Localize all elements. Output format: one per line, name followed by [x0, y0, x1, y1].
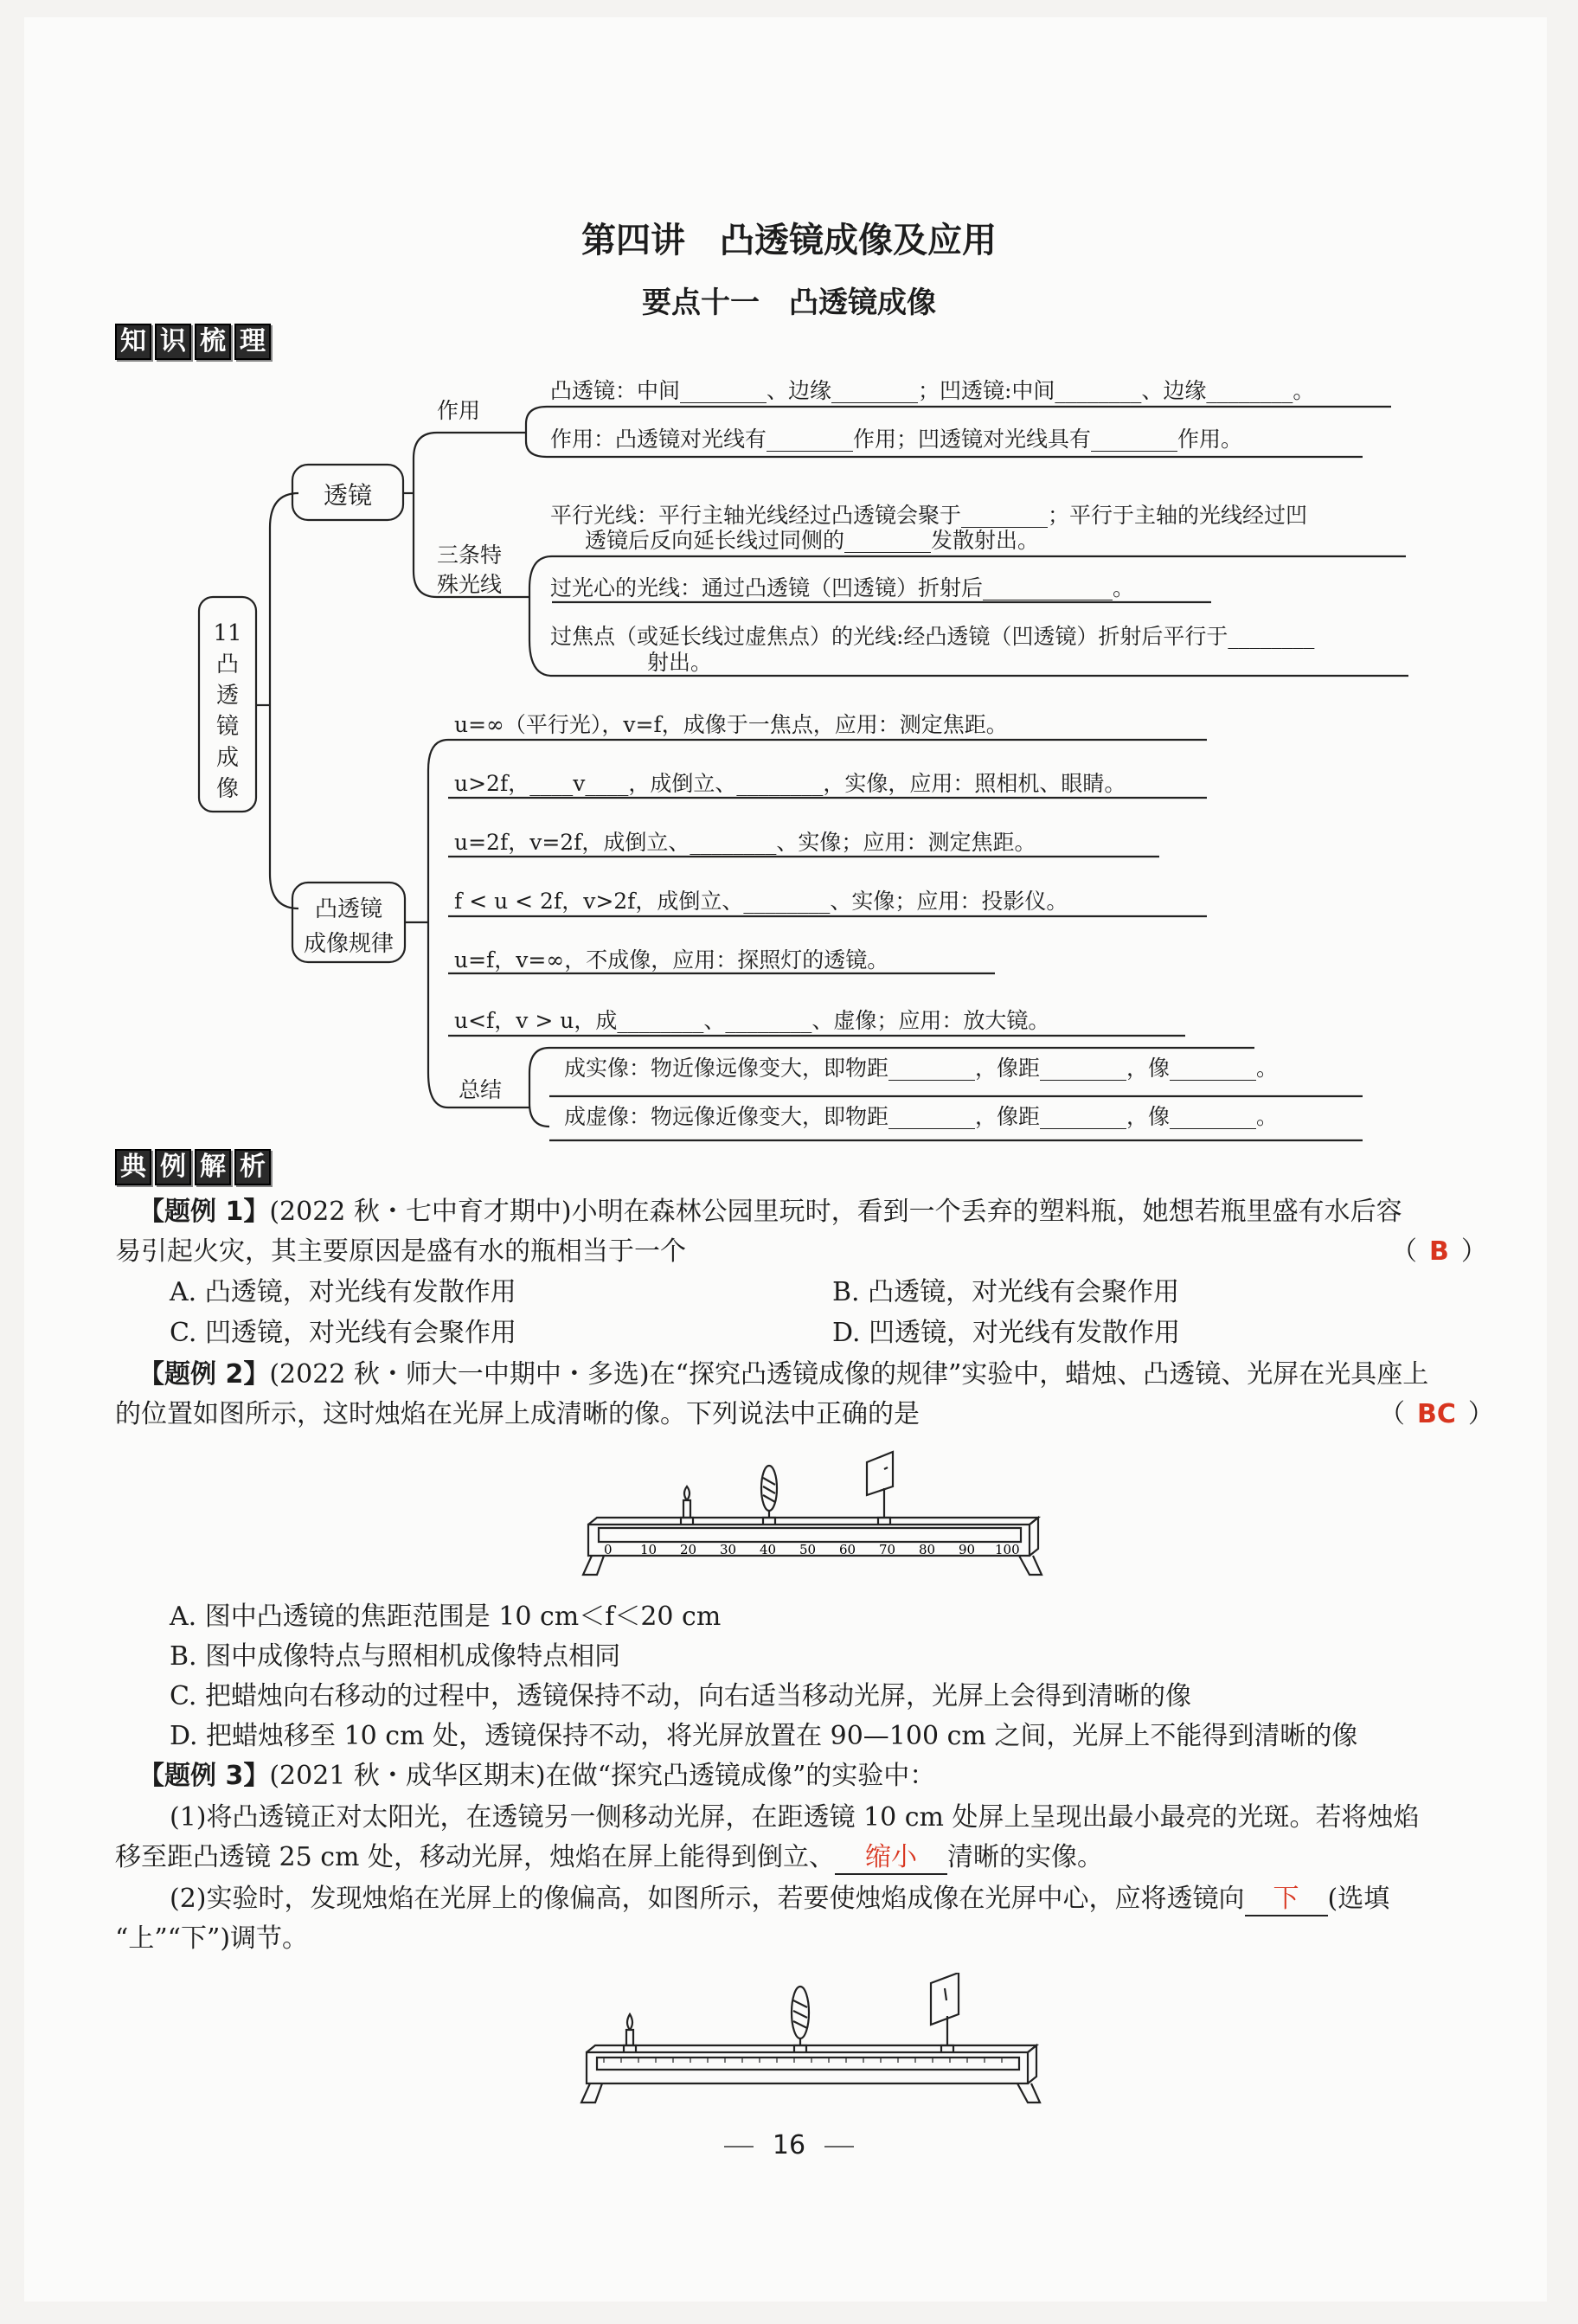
page-number: 16 — [772, 2130, 806, 2160]
ex1-option-c: C. 凹透镜，对光线有会聚作用 — [170, 1318, 516, 1348]
ex2-option-d: D. 把蜡烛移至 10 cm 处，透镜保持不动，将光屏放置在 90—100 cm 之间，光屏上不能得到清晰的像 — [170, 1721, 1358, 1751]
ex1-option-d: D. 凹透镜，对光线有发散作用 — [832, 1318, 1181, 1348]
rule-6: u<f，v > u，成________、________、虚像；应用：放大镜。 — [454, 1008, 1050, 1033]
ex1-answer-bracket — [1391, 1232, 1487, 1272]
ex2-line2: 的位置如图所示，这时烛焰在光屏上成清晰的像。下列说法中正确的是 — [115, 1399, 920, 1429]
optical-bench-figure-2 — [569, 1973, 1054, 2120]
ex2-label: 【题例 2】 — [138, 1359, 270, 1390]
rule-5: u=f，v=∞，不成像，应用：探照灯的透镜。 — [454, 947, 889, 973]
ex3-p1-text-a: 移至距凸透镜 25 cm 处，移动光屏，烛焰在屏上能得到倒立、 — [115, 1842, 836, 1872]
ex3-p2-text-b: (选填 — [1327, 1884, 1390, 1914]
role-line-2: 作用：凸透镜对光线有________作用；凹透镜对光线具有________作用。 — [550, 427, 1243, 452]
ex1-line2: 易引起火灾，其主要原因是盛有水的瓶相当于一个 — [115, 1236, 686, 1267]
optical-bench-figure-1 — [571, 1445, 1055, 1592]
tick-label: 40 — [760, 1542, 777, 1557]
badge-char: 析 — [234, 1149, 271, 1185]
bracket-close: ） — [1460, 1236, 1487, 1267]
ex2-option-b: B. 图中成像特点与照相机成像特点相同 — [170, 1641, 621, 1672]
ex3-p2-text-a: (2)实验时，发现烛焰在光屏上的像偏高，如图所示，若要使烛焰成像在光屏中心，应将透镜向 — [170, 1884, 1245, 1914]
role-line-1: 凸透镜：中间________、边缘________；凹透镜:中间________、边缘________。 — [550, 378, 1315, 403]
ex2-option-a: A. 图中凸透镜的焦距范围是 10 cm＜f＜20 cm — [170, 1602, 722, 1632]
footer-dash-right — [824, 2146, 854, 2147]
root-char: 镜 — [215, 714, 239, 740]
ex1-text: (2022 秋・七中育才期中)小明在森林公园里玩时，看到一个丢弃的塑料瓶，她想若瓶里盛有水后容 — [269, 1197, 1402, 1227]
rules-node-line2: 成像规律 — [303, 931, 394, 957]
tick-label: 50 — [799, 1542, 817, 1557]
ex3-p2-line2: “上”“下”)调节。 — [115, 1923, 309, 1954]
badge-char: 知 — [115, 324, 151, 360]
badge-char: 解 — [195, 1149, 231, 1185]
ex2-answer: BC — [1417, 1399, 1456, 1429]
badge-char: 理 — [234, 324, 271, 360]
rules-node-line1: 凸透镜 — [314, 896, 382, 922]
section-title: 要点十一 凸透镜成像 — [642, 286, 936, 320]
tick-label: 0 — [604, 1542, 613, 1557]
ex1-answer: B — [1429, 1236, 1449, 1267]
ex3-p2-line1 — [170, 1879, 1389, 1919]
tick-label: 60 — [839, 1542, 856, 1557]
rule-2: u>2f，____v____，成倒立、________，实像，应用：照相机、眼睛。 — [454, 771, 1126, 796]
ex2-line1 — [138, 1355, 1428, 1395]
root-char: 成 — [215, 745, 239, 771]
ex3-text: (2021 秋・成华区期末)在做“探究凸透镜成像”的实验中： — [269, 1761, 936, 1791]
tick-label: 80 — [919, 1542, 936, 1557]
summary-1: 成实像：物近像远像变大，即物距________，像距________，像________。 — [564, 1056, 1279, 1081]
tick-label: 70 — [879, 1542, 896, 1557]
bracket-close: ） — [1467, 1399, 1494, 1429]
ray-3-line2: 射出。 — [647, 650, 713, 675]
ray-1-line1: 平行光线：平行主轴光线经过凸透镜会聚于________；平行于主轴的光线经过凹 — [550, 503, 1308, 528]
rule-4: f < u < 2f，v>2f，成倒立、________、实像；应用：投影仪。 — [454, 889, 1068, 914]
ex3-p1-line2 — [115, 1838, 1103, 1878]
footer-dash-left — [724, 2146, 754, 2147]
tick-label: 100 — [995, 1542, 1020, 1557]
ex1-option-a: A. 凸透镜，对光线有发散作用 — [170, 1277, 516, 1307]
summary-label: 总结 — [459, 1077, 503, 1102]
role-label: 作用 — [437, 398, 481, 423]
rays-label-line2: 殊光线 — [437, 572, 503, 597]
tick-label: 30 — [720, 1542, 737, 1557]
ex3-p1-answer: 缩小 — [835, 1842, 947, 1875]
badge-char: 梳 — [195, 324, 231, 360]
ex2-answer-bracket — [1379, 1395, 1494, 1435]
ex3-p2-answer: 下 — [1245, 1884, 1328, 1916]
ray-2: 过光心的光线：通过凸透镜（凹透镜）折射后____________。 — [550, 575, 1135, 600]
ex2-text: (2022 秋・师大一中期中・多选)在“探究凸透镜成像的规律”实验中，蜡烛、凸透镜、光屏在光具座上 — [269, 1359, 1429, 1390]
tick-label: 20 — [680, 1542, 697, 1557]
root-char: 凸 — [215, 652, 239, 677]
ex3-p1-line1: (1)将凸透镜正对太阳光，在透镜另一侧移动光屏，在距透镜 10 cm 处屏上呈现出最小最亮的光斑。若将烛焰 — [170, 1802, 1420, 1833]
root-char: 11 — [213, 620, 242, 646]
badge-char: 典 — [115, 1149, 151, 1185]
ex3-line1 — [138, 1756, 935, 1796]
badge-char: 例 — [155, 1149, 191, 1185]
ray-1-line2: 透镜后反向延长线过同侧的________发散射出。 — [585, 528, 1040, 553]
rule-3: u=2f，v=2f，成倒立、________、实像；应用：测定焦距。 — [454, 830, 1036, 855]
tick-label: 90 — [959, 1542, 976, 1557]
bracket-open: （ — [1391, 1236, 1417, 1267]
rule-1: u=∞（平行光），v=f，成像于一焦点，应用：测定焦距。 — [454, 712, 1008, 737]
tick-label: 10 — [640, 1542, 658, 1557]
ex3-label: 【题例 3】 — [138, 1761, 270, 1791]
badge-char: 识 — [155, 324, 191, 360]
ex3-p1-text-b: 清晰的实像。 — [947, 1842, 1104, 1872]
summary-2: 成虚像：物远像近像变大，即物距________，像距________，像________。 — [564, 1104, 1279, 1129]
ex1-line1 — [138, 1192, 1402, 1232]
root-char: 像 — [215, 776, 239, 802]
rays-label-line1: 三条特 — [437, 542, 503, 568]
mindmap-root — [202, 618, 253, 805]
ray-3-line1: 过焦点（或延长线过虚焦点）的光线:经凸透镜（凹透镜）折射后平行于________ — [550, 624, 1315, 649]
lecture-title: 第四讲 凸透镜成像及应用 — [581, 221, 997, 260]
lens-node: 透镜 — [323, 481, 372, 510]
page-number-footer — [0, 2130, 1578, 2160]
bracket-open: （ — [1379, 1399, 1405, 1429]
root-char: 透 — [215, 683, 239, 709]
ex1-label: 【题例 1】 — [138, 1197, 270, 1227]
ex2-option-c: C. 把蜡烛向右移动的过程中，透镜保持不动，向右适当移动光屏，光屏上会得到清晰的像 — [170, 1681, 1191, 1711]
ex1-option-b: B. 凸透镜，对光线有会聚作用 — [832, 1277, 1180, 1307]
examples-badge — [115, 1149, 271, 1185]
